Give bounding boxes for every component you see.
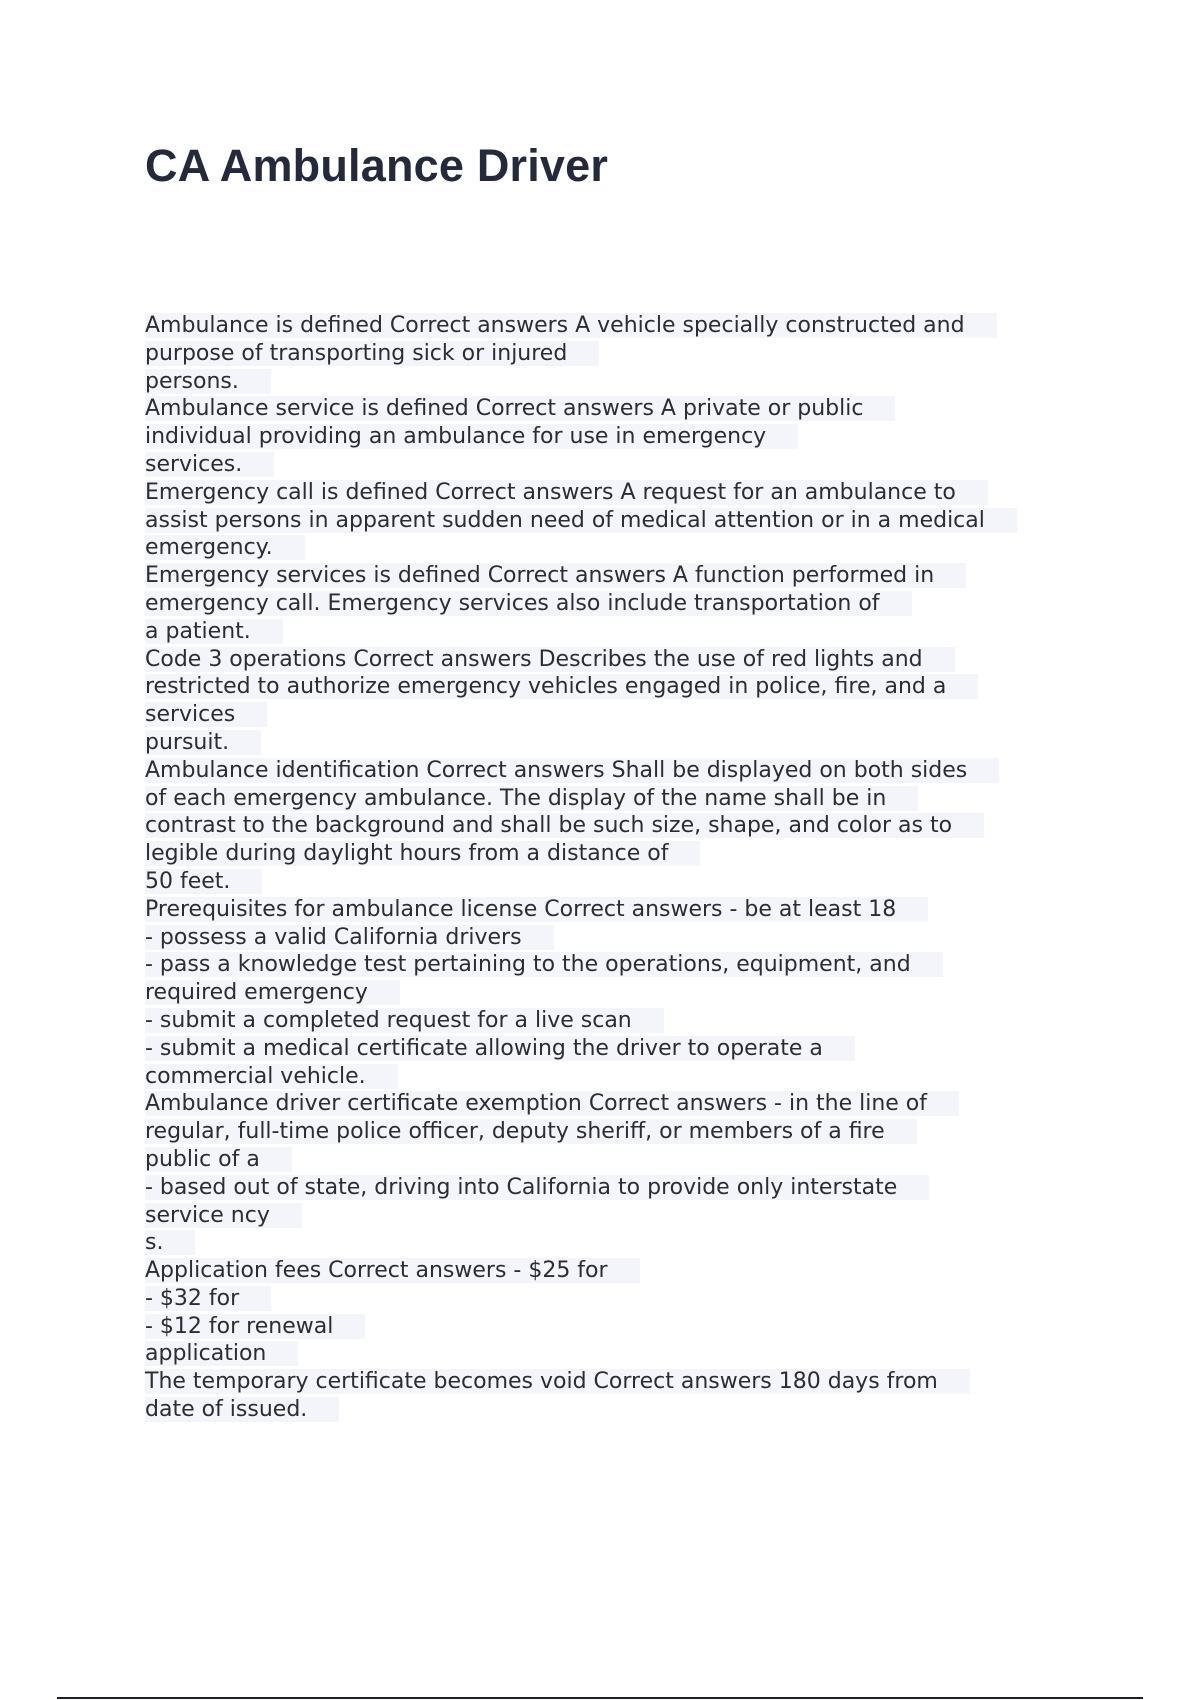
- text-line-content: of each emergency ambulance. The display of the name shall be in: [145, 786, 918, 811]
- text-line-content: assist persons in apparent sudden need of medical attention or in a medical: [145, 508, 1017, 533]
- text-line: [145, 1340, 1085, 1368]
- text-line: [145, 1257, 1085, 1285]
- text-line-content: services: [145, 702, 267, 727]
- text-line: [145, 1035, 1085, 1063]
- text-line: [145, 812, 1085, 840]
- text-line-content: regular, full-time police officer, deputy sheriff, or members of a fire: [145, 1119, 917, 1144]
- text-line: [145, 562, 1085, 590]
- text-line-content: individual providing an ambulance for use in emergency: [145, 424, 798, 449]
- page-title: CA Ambulance Driver: [145, 140, 609, 191]
- text-line-content: Ambulance identification Correct answers Shall be displayed on both sides: [145, 758, 999, 783]
- text-line: [145, 1285, 1085, 1313]
- text-line-content: - possess a valid California drivers: [145, 925, 554, 950]
- text-line-content: persons.: [145, 369, 271, 394]
- text-line: [145, 1202, 1085, 1230]
- text-line: [145, 1229, 1085, 1257]
- text-line: [145, 1063, 1085, 1091]
- text-line-content: The temporary certificate becomes void Correct answers 180 days from: [145, 1369, 970, 1394]
- text-line: [145, 896, 1085, 924]
- text-line-content: Emergency call is defined Correct answers A request for an ambulance to: [145, 480, 988, 505]
- text-line: [145, 646, 1085, 674]
- footer-divider: [57, 1697, 1143, 1699]
- text-line: [145, 701, 1085, 729]
- text-line: [145, 395, 1085, 423]
- text-line: [145, 673, 1085, 701]
- text-line-content: pursuit.: [145, 730, 261, 755]
- text-line-content: date of issued.: [145, 1397, 339, 1422]
- text-line: [145, 757, 1085, 785]
- text-line-content: contrast to the background and shall be such size, shape, and color as to: [145, 813, 984, 838]
- text-line-content: legible during daylight hours from a distance of: [145, 841, 700, 866]
- text-line-content: - pass a knowledge test pertaining to the operations, equipment, and: [145, 952, 943, 977]
- text-line-content: emergency.: [145, 535, 305, 560]
- text-line-content: application: [145, 1341, 298, 1366]
- text-line: [145, 479, 1085, 507]
- text-line: [145, 1090, 1085, 1118]
- text-line-content: restricted to authorize emergency vehicles engaged in police, fire, and a: [145, 674, 978, 699]
- text-line-content: service ncy: [145, 1203, 302, 1228]
- text-line-content: - submit a completed request for a live scan: [145, 1008, 664, 1033]
- text-line: [145, 340, 1085, 368]
- text-line-content: Prerequisites for ambulance license Correct answers - be at least 18: [145, 897, 928, 922]
- text-line-content: - $12 for renewal: [145, 1314, 365, 1339]
- text-line: [145, 590, 1085, 618]
- text-line-content: emergency call. Emergency services also include transportation of: [145, 591, 912, 616]
- text-line-content: a patient.: [145, 619, 283, 644]
- text-line-content: services.: [145, 452, 274, 477]
- text-line: [145, 618, 1085, 646]
- text-line: [145, 1396, 1085, 1424]
- text-line: [145, 1174, 1085, 1202]
- text-line-content: Ambulance is defined Correct answers A vehicle specially constructed and: [145, 313, 997, 338]
- text-line-content: purpose of transporting sick or injured: [145, 341, 599, 366]
- text-line-content: public of a: [145, 1147, 292, 1172]
- text-line-content: 50 feet.: [145, 869, 262, 894]
- text-line: [145, 924, 1085, 952]
- text-line-content: - based out of state, driving into California to provide only interstate: [145, 1175, 929, 1200]
- text-line: [145, 979, 1085, 1007]
- text-line: [145, 423, 1085, 451]
- text-line: [145, 534, 1085, 562]
- text-line-content: Ambulance driver certificate exemption Correct answers - in the line of: [145, 1091, 959, 1116]
- text-line-content: Application fees Correct answers - $25 for: [145, 1258, 640, 1283]
- text-line: [145, 840, 1085, 868]
- text-line: [145, 368, 1085, 396]
- text-line-content: s.: [145, 1230, 195, 1255]
- text-line-content: commercial vehicle.: [145, 1064, 398, 1089]
- text-line: [145, 312, 1085, 340]
- text-line-content: - submit a medical certificate allowing the driver to operate a: [145, 1036, 855, 1061]
- text-line: [145, 1368, 1085, 1396]
- text-line: [145, 951, 1085, 979]
- text-line: [145, 1118, 1085, 1146]
- text-line: [145, 785, 1085, 813]
- text-line-content: Ambulance service is defined Correct answers A private or public: [145, 396, 895, 421]
- text-line: [145, 1007, 1085, 1035]
- text-line: [145, 451, 1085, 479]
- text-line: [145, 1146, 1085, 1174]
- text-line-content: Code 3 operations Correct answers Describes the use of red lights and: [145, 647, 955, 672]
- text-line: [145, 868, 1085, 896]
- text-line-content: - $32 for: [145, 1286, 271, 1311]
- text-line-content: required emergency: [145, 980, 400, 1005]
- text-line: [145, 1313, 1085, 1341]
- text-line: [145, 729, 1085, 757]
- document-body: [145, 312, 1085, 1424]
- text-line: [145, 507, 1085, 535]
- text-line-content: Emergency services is defined Correct answers A function performed in: [145, 563, 966, 588]
